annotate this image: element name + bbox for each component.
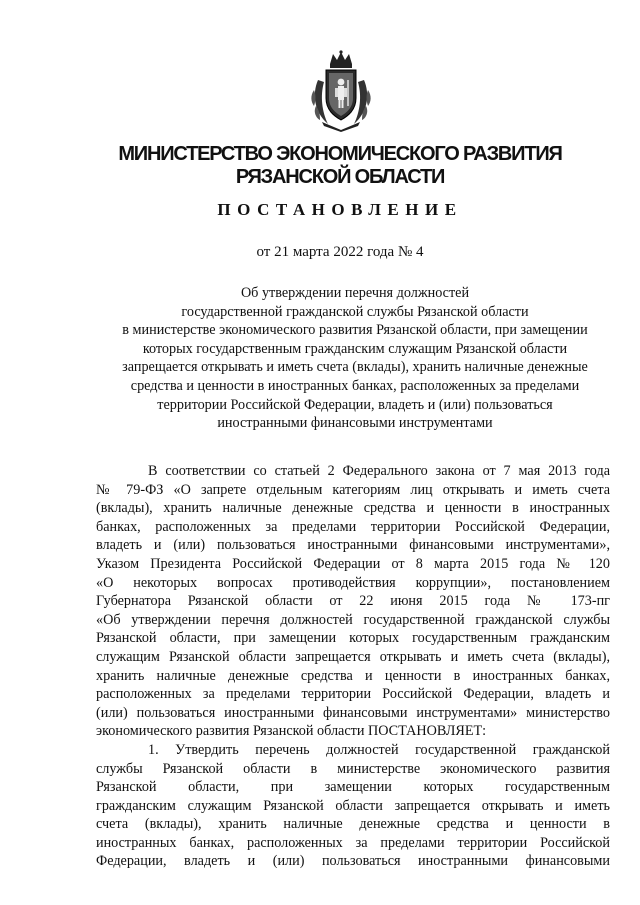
date-and-number: от 21 марта 2022 года № 4 [256,244,424,260]
subject-line: иностранными финансовыми инструментами [217,415,493,432]
body-line: № 79-ФЗ «О запрете отдельным категориям лиц открывать и иметь счета [96,481,610,498]
subject-line: запрещается открывать и иметь счета (вклады), хранить наличные денежные [122,359,588,376]
subject-line: в министерстве экономического развития Рязанской области, при замещении [122,322,588,339]
subject-line: средства и ценности в иностранных банках, расположенных за пределами [130,377,580,394]
body-line: банках, расположенных за пределами территории Российской Федерации, [96,518,610,535]
body-line: Губернатора Рязанской области от 22 июня 2015 года № 173-пг [96,593,610,610]
body-line: иностранных банках, расположенных за пределами территории Российской [96,834,610,851]
subject-line: которых государственным гражданским служащим Рязанской области [142,340,568,357]
body-line: (вклады), хранить наличные денежные средства и ценности в иностранных [96,500,610,517]
body-line: «О некоторых вопросах противодействия коррупции», постановлением [96,574,610,591]
body-line: (или) пользоваться иностранными финансовыми инструментами» министерство [96,704,610,721]
subject-line: Об утверждении перечня должностей [240,285,470,301]
body-line: хранить наличные денежные средства и ценности в иностранных банках, [96,667,610,684]
subject-line: государственной гражданской службы Рязанской области [181,303,529,320]
subject-line: территории Российской Федерации, владеть и (или) пользоваться [157,396,553,413]
body-line: владеть и (или) пользоваться иностранными финансовыми инструментами», [96,537,610,554]
body-line: службы Рязанской области в министерстве экономического развития [96,760,610,777]
ministry-name-line-1: МИНИСТЕРСТВО ЭКОНОМИЧЕСКОГО РАЗВИТИЯ [118,143,562,165]
body-line: Рязанской области, при замещении которых государственным гражданским [96,630,610,647]
body-line: Федерации, владеть и (или) пользоваться иностранными финансовыми [96,853,610,870]
body-line: В соответствии со статьей 2 Федерального закона от 7 мая 2013 года [148,463,610,479]
body-line: служащим Рязанской области запрещается открывать и иметь счета (вклады), [96,648,610,665]
document-type-heading: ПОСТАНОВЛЕНИЕ [217,200,463,219]
body-line: 1. Утвердить перечень должностей государственной гражданской [148,741,610,758]
decree-subject [90,284,620,433]
body-line: Указом Президента Российской Федерации от 8 марта 2015 года № 120 [96,555,610,572]
body-line: счета (вклады), хранить наличные денежные средства и ценности в [96,816,610,833]
body-line: экономического развития Рязанской области ПОСТАНОВЛЯЕТ: [96,723,487,740]
body-line: «Об утверждении перечня должностей государственной гражданской службы [96,611,610,628]
body-line: расположенных за пределами территории Российской Федерации, владеть и [96,686,610,703]
coat-of-arms-emblem [308,50,374,132]
body-line: гражданским служащим Рязанской области запрещается открывать и иметь [96,797,610,814]
decree-body [96,462,610,871]
body-line: Рязанской области, при замещении которых государственным [96,779,610,796]
ministry-name-line-2: РЯЗАНСКОЙ ОБЛАСТИ [235,166,445,188]
